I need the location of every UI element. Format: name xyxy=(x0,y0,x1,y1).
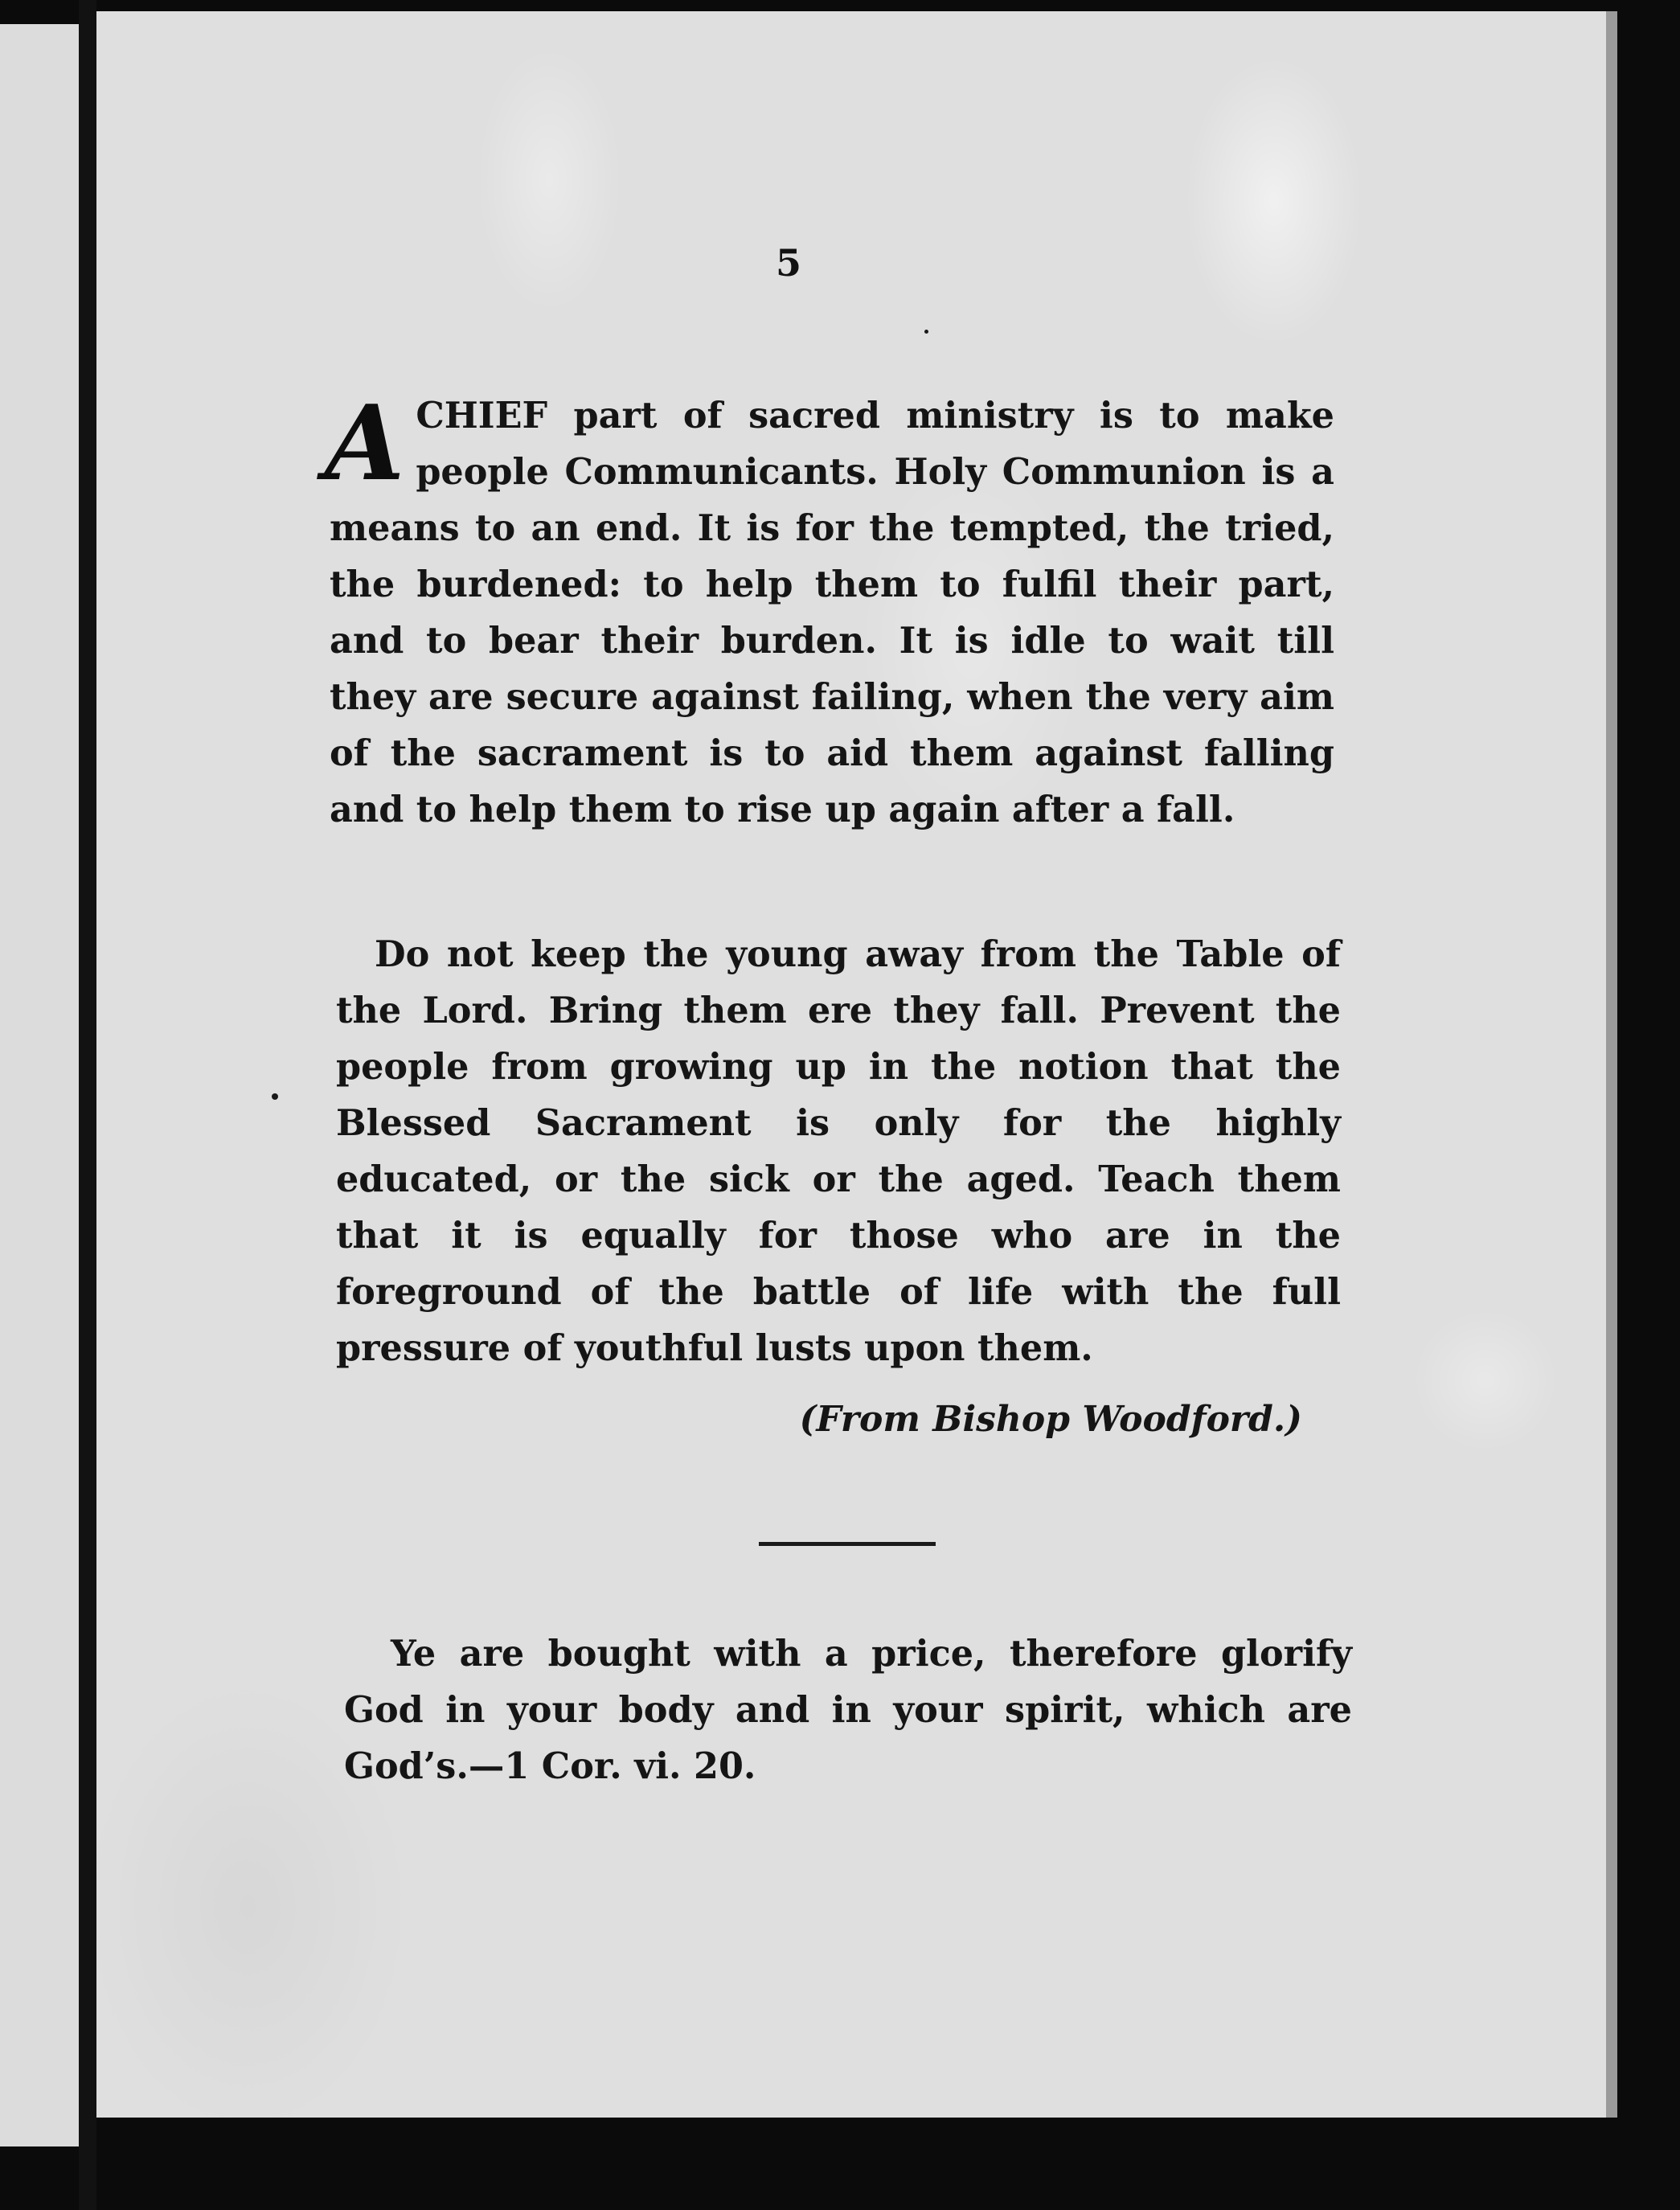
scripture-quote: Ye are bought with a price, therefore glorify God in your body and in your spirit, which are God’s.—1 Cor. vi. 20. xyxy=(344,1633,1352,1787)
divider-rule xyxy=(759,1542,936,1546)
page-right-edge xyxy=(1606,11,1617,2118)
paragraph-text: CHIEF part of sacred ministry is to make people Communicants. Holy Communion is a means to an end. It is for the tempted, the tried, the burdened: to help them to fulfil their part, and to bear their burden. It is idle to wait till they are secure against failing, when the very aim of the sacrament is to aid them against falling and to help them to rise up again after a fall. xyxy=(330,395,1334,830)
paragraph-chief-part xyxy=(325,383,1334,838)
attribution: (From Bishop Woodford.) xyxy=(799,1399,1302,1440)
facing-page-edge xyxy=(0,24,79,2146)
page-gutter xyxy=(79,0,96,2210)
ink-speck xyxy=(272,1093,278,1100)
ink-speck xyxy=(924,330,928,334)
page-number: 5 xyxy=(775,241,801,285)
drop-cap: A xyxy=(325,383,405,504)
paragraph-young: Do not keep the young away from the Table of the Lord. Bring them ere they fall. Prevent the people from growing up in the notion that the Blessed Sacrament is only for the highly educated, or the sick or the aged. Teach them that it is equally for those who are in the foreground of the battle of life with the full pressure of youthful lusts upon them. xyxy=(336,933,1341,1369)
